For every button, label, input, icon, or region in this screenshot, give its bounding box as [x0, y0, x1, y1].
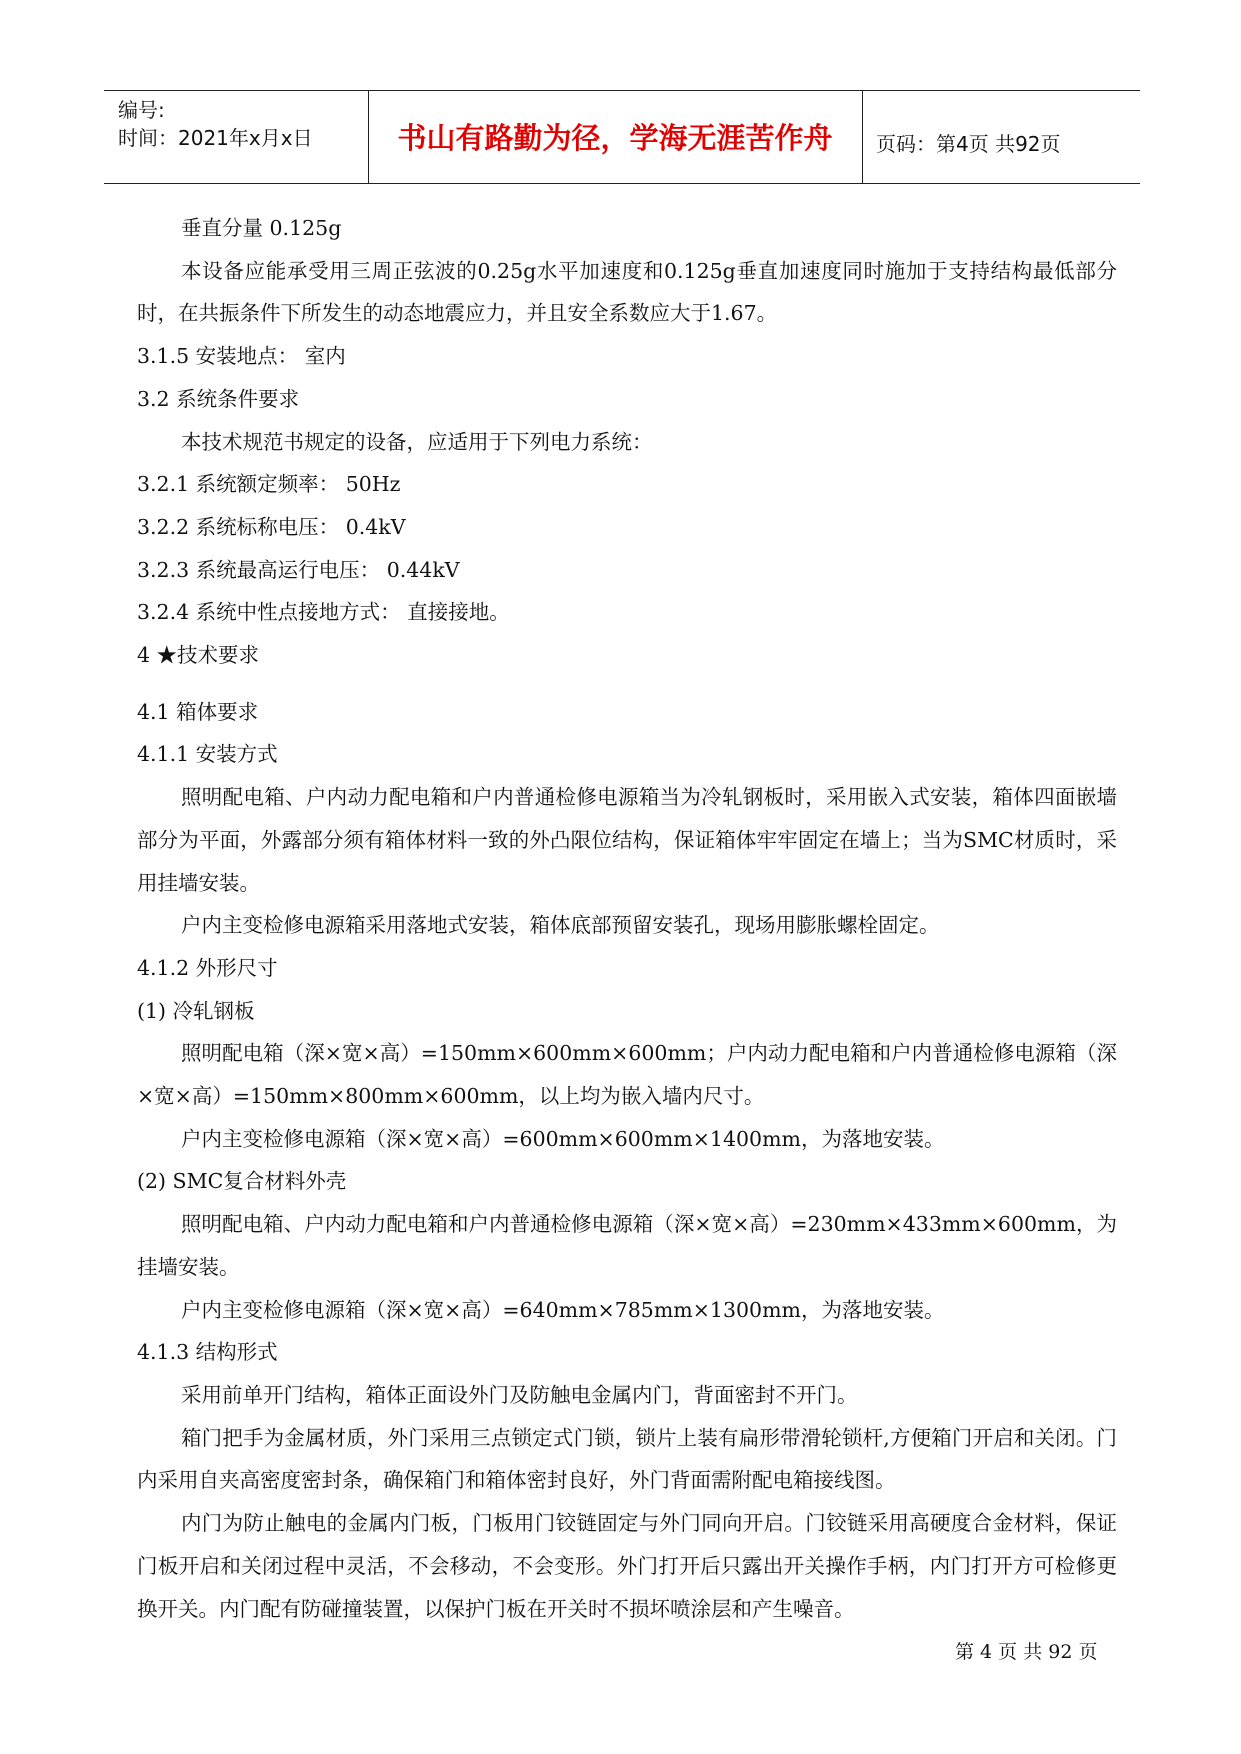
paragraph-seismic-requirement: 本设备应能承受用三周正弦波的0.25g水平加速度和0.125g垂直加速度同时施加于支持结构最低部分时，在共振条件下所发生的动态地震应力，并且安全系数应大于1.67。 — [137, 258, 1117, 326]
header-number-label: 编号: — [118, 98, 165, 122]
item-smc-shell: (2) SMC复合材料外壳 — [137, 1169, 347, 1194]
section-4-1-3: 4.1.3 结构形式 — [137, 1340, 278, 1365]
section-3-2: 3.2 系统条件要求 — [137, 386, 300, 411]
paragraph-smc-dimensions: 照明配电箱、户内动力配电箱和户内普通检修电源箱（深×宽×高）=230mm×433mm×600mm，为挂墙安装。 — [137, 1212, 1117, 1279]
section-3-2-1: 3.2.1 系统额定频率： 50Hz — [137, 472, 401, 497]
paragraph-vertical-component: 垂直分量 0.125g — [181, 216, 342, 240]
paragraph-steel-dimensions: 照明配电箱（深×宽×高）=150mm×600mm×600mm；户内动力配电箱和户内普通检修电源箱（深×宽×高）=150mm×800mm×600mm，以上均为嵌入墙内尺寸。 — [137, 1041, 1117, 1109]
section-3-2-4: 3.2.4 系统中性点接地方式： 直接接地。 — [137, 600, 510, 625]
paragraph-smc-floor-dimensions: 户内主变检修电源箱（深×宽×高）=640mm×785mm×1300mm，为落地安装。 — [181, 1297, 945, 1322]
header-motto: 书山有路勤为径，学海无涯苦作舟 — [397, 121, 833, 155]
section-3-2-2: 3.2.2 系统标称电压： 0.4kV — [137, 514, 406, 539]
page-footer: 第 4 页 共 92 页 — [955, 1641, 1098, 1663]
paragraph-door-handle: 箱门把手为金属材质，外门采用三点锁定式门锁，锁片上装有扁形带滑轮锁杆,方便箱门开启和关闭。门内采用自夹高密度密封条，确保箱门和箱体密封良好，外门背面需附配电箱接线图。 — [137, 1425, 1117, 1493]
header-page-label: 页码：第4页 共92页 — [876, 132, 1061, 156]
paragraph-door-structure: 采用前单开门结构，箱体正面设外门及防触电金属内门，背面密封不开门。 — [181, 1382, 858, 1407]
paragraph-steel-floor-dimensions: 户内主变检修电源箱（深×宽×高）=600mm×600mm×1400mm，为落地安装。 — [181, 1126, 945, 1151]
section-3-1-5: 3.1.5 安装地点： 室内 — [137, 344, 346, 369]
section-4-heading: 4 ★技术要求 — [137, 643, 260, 668]
header-divider-left — [368, 90, 369, 183]
document-body — [137, 207, 1117, 1630]
section-4-1-2: 4.1.2 外形尺寸 — [137, 955, 278, 980]
paragraph-inner-door: 内门为防止触电的金属内门板，门板用门铰链固定与外门同向开启。门铰链采用高硬度合金材料，保证门板开启和关闭过程中灵活，不会移动，不会变形。外门打开后只露出开关操作手柄，内门打开方可检修更换开关。内门配有防碰撞装置，以保护门板在开关时不损坏喷涂层和产生噪音。 — [137, 1511, 1117, 1621]
header-divider-right — [862, 90, 863, 183]
paragraph-floor-mount: 户内主变检修电源箱采用落地式安装，箱体底部预留安装孔，现场用膨胀螺栓固定。 — [181, 913, 940, 938]
header-top-rule — [104, 90, 1140, 91]
section-4-1-1: 4.1.1 安装方式 — [137, 742, 278, 767]
header-bottom-rule — [104, 183, 1140, 184]
item-cold-rolled-steel: (1) 冷轧钢板 — [137, 998, 255, 1023]
paragraph-installation-method: 照明配电箱、户内动力配电箱和户内普通检修电源箱当为冷轧钢板时，采用嵌入式安装，箱体四面嵌墙部分为平面，外露部分须有箱体材料一致的外凸限位结构，保证箱体牢牢固定在墙上；当为SMC材质时，采用挂墙安装。 — [137, 785, 1117, 895]
paragraph-system-applicability: 本技术规范书规定的设备，应适用于下列电力系统： — [181, 429, 653, 454]
section-4-1: 4.1 箱体要求 — [137, 699, 259, 724]
spacer — [137, 677, 1117, 691]
section-3-2-3: 3.2.3 系统最高运行电压： 0.44kV — [137, 557, 460, 582]
header-time-label: 时间：2021年x月x日 — [118, 126, 313, 150]
